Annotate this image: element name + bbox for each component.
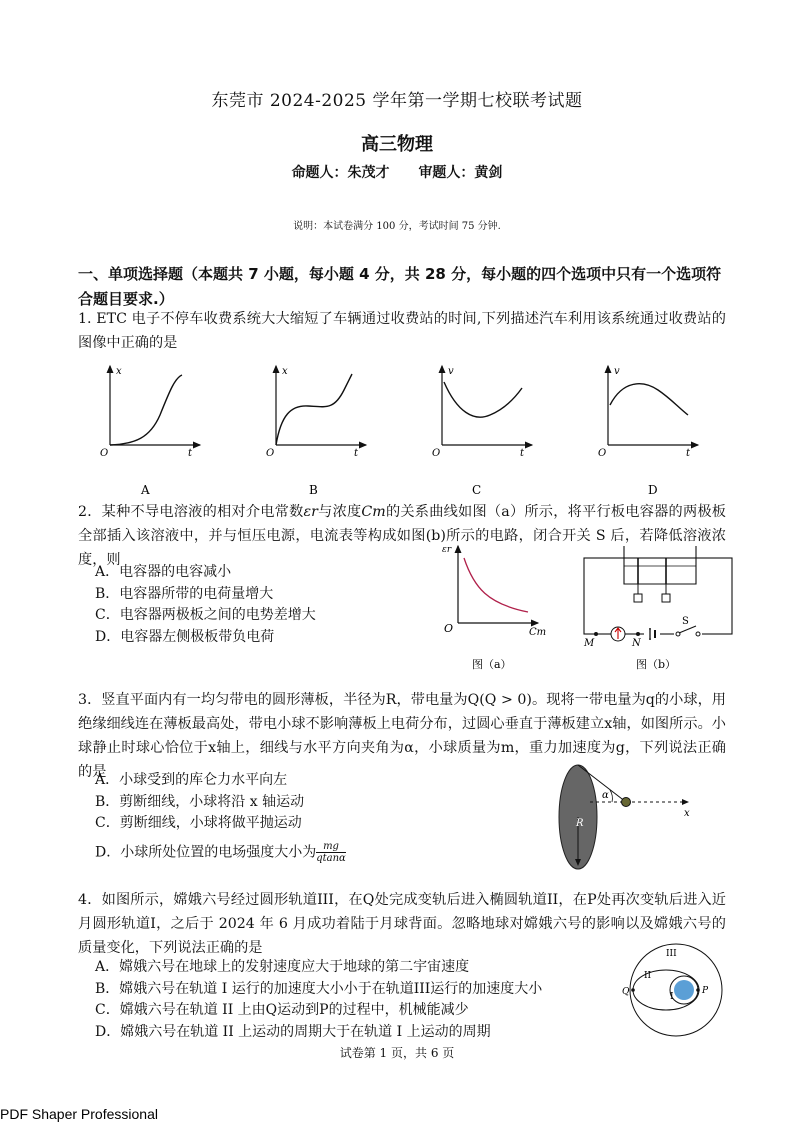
q4-option-c: C．嫦娥六号在轨道 II 上由Q运动到P的过程中，机械能减少 bbox=[95, 1002, 469, 1018]
graph-a-y-label: x bbox=[116, 366, 122, 377]
q2-fig-b bbox=[583, 546, 732, 671]
graph-c-x-label: t bbox=[520, 448, 525, 459]
question-2-options bbox=[95, 562, 435, 648]
graph-c-origin: O bbox=[432, 448, 441, 459]
authors-line bbox=[0, 162, 794, 182]
graph-d-x-label: t bbox=[686, 448, 691, 459]
q3-option-d: D．小球所处位置的电场强度大小为 $\frac{mg}{qtan\alpha}$ bbox=[95, 840, 346, 864]
svg-text:S: S bbox=[682, 616, 689, 627]
watermark: PDF Shaper Professional bbox=[0, 1106, 158, 1122]
svg-text:Q: Q bbox=[622, 987, 630, 997]
exam-note: 说明：本试卷满分 100 分，考试时间 75 分钟. bbox=[293, 221, 501, 232]
svg-text:III: III bbox=[666, 949, 677, 959]
svg-text:II: II bbox=[644, 971, 652, 981]
svg-text:α: α bbox=[602, 790, 609, 801]
graph-c-label: C bbox=[472, 483, 482, 497]
graph-a bbox=[100, 366, 200, 497]
question-3-stem: 3．竖直平面内有一均匀带电的圆形薄板，半径为R，带电量为Q(Q > 0)。现将一带电量为q的小球，用绝缘细线连在薄板最高处，带电小球不影响薄板上电荷分布，过圆心垂直于薄板建立x轴，如图所示。小球静止时球心恰位于x轴上，细线与水平方向夹角为α，小球质量为m，重力加速度为g，下列说法正确的是 bbox=[78, 692, 726, 780]
svg-text:Cm: Cm bbox=[529, 627, 547, 638]
q1-graphs bbox=[80, 360, 740, 500]
question-3-options bbox=[95, 770, 495, 864]
q4-orbit-figure bbox=[614, 940, 734, 1040]
svg-text:O: O bbox=[444, 622, 454, 635]
graph-d-origin: O bbox=[598, 448, 607, 459]
graph-d-label: D bbox=[648, 483, 658, 497]
graph-c-y-label: v bbox=[448, 366, 454, 377]
svg-text:M: M bbox=[584, 638, 595, 649]
svg-text:R: R bbox=[576, 818, 584, 829]
svg-text:N: N bbox=[632, 638, 641, 649]
svg-text:εr: εr bbox=[442, 545, 452, 555]
q3-option-a: A．小球受到的库仑力水平向左 bbox=[95, 772, 288, 788]
reviewer: 审题人：黄剑 bbox=[418, 165, 503, 181]
svg-text:I: I bbox=[670, 992, 674, 1002]
q3-option-b: B．剪断细线，小球将沿 x 轴运动 bbox=[95, 793, 305, 810]
graph-d bbox=[598, 366, 698, 497]
graph-b-label: B bbox=[309, 483, 318, 497]
section-heading: 一、单项选择题（本题共 7 小题，每小题 4 分，共 28 分，每小题的四个选项中只有一个选项符合题目要求.） bbox=[78, 265, 722, 308]
q2-figures bbox=[438, 538, 738, 673]
svg-text:P: P bbox=[702, 986, 709, 996]
page-footer: 试卷第 1 页，共 6 页 bbox=[339, 1046, 455, 1060]
graph-a-label: A bbox=[141, 483, 150, 497]
graph-b-x-label: t bbox=[354, 448, 359, 459]
question-2-stem: 2．某种不导电溶液的相对介电常数εr与浓度Cm的关系曲线如图（a）所示，将平行板电容器的两极板全部插入该溶液中，并与恒压电源，电流表等构成如图(b)所示的电路，闭合开关 S 后，若降低溶液浓度，则 bbox=[78, 504, 726, 568]
graph-c bbox=[432, 366, 532, 497]
q4-option-b: B．嫦娥六号在轨道 I 运行的加速度大小小于在轨道III运行的加速度大小 bbox=[95, 980, 543, 997]
exam-title: 东莞市 2024-2025 学年第一学期七校联考试题 bbox=[211, 91, 583, 111]
q3-figure bbox=[548, 762, 718, 872]
q3-option-c: C．剪断细线，小球将做平抛运动 bbox=[95, 815, 302, 831]
q4-option-d: D．嫦娥六号在轨道 II 上运动的周期大于在轨道 I 上运动的周期 bbox=[95, 1023, 491, 1040]
question-4-options bbox=[95, 957, 615, 1043]
setter: 命题人：朱茂才 bbox=[291, 165, 390, 181]
q2-option-c: C．电容器两极板之间的电势差增大 bbox=[95, 607, 316, 623]
graph-b bbox=[266, 366, 366, 497]
svg-text:图（b）: 图（b） bbox=[636, 658, 677, 671]
q2-option-a: A．电容器的电容减小 bbox=[95, 564, 232, 580]
question-4-stem: 4．如图所示，嫦娥六号经过圆形轨道III，在Q处完成变轨后进入椭圆轨道II，在P处再次变轨后进入近月圆形轨道I，之后于 2024 年 6 月成功着陆于月球背面。忽略地球对嫦娥六号的影响以及嫦娥六号的质量变化，下列说法正确的是 bbox=[78, 892, 726, 956]
graph-b-y-label: x bbox=[282, 366, 288, 377]
q4-option-a: A．嫦娥六号在地球上的发射速度应大于地球的第二宇宙速度 bbox=[95, 959, 470, 975]
q2-fig-a bbox=[442, 545, 546, 671]
graph-d-y-label: v bbox=[614, 366, 620, 377]
q2-option-b: B．电容器所带的电荷量增大 bbox=[95, 585, 274, 602]
svg-text:x: x bbox=[684, 808, 690, 819]
subject-title: 高三物理 bbox=[361, 134, 433, 155]
graph-a-origin: O bbox=[100, 448, 109, 459]
q2-option-d: D．电容器左侧极板带负电荷 bbox=[95, 628, 275, 645]
graph-b-origin: O bbox=[266, 448, 275, 459]
graph-a-x-label: t bbox=[188, 448, 193, 459]
svg-text:图（a）: 图（a） bbox=[472, 658, 512, 671]
question-1-stem: 1. ETC 电子不停车收费系统大大缩短了车辆通过收费站的时间,下列描述汽车利用该系统通过收费站的图像中正确的是 bbox=[78, 311, 726, 351]
